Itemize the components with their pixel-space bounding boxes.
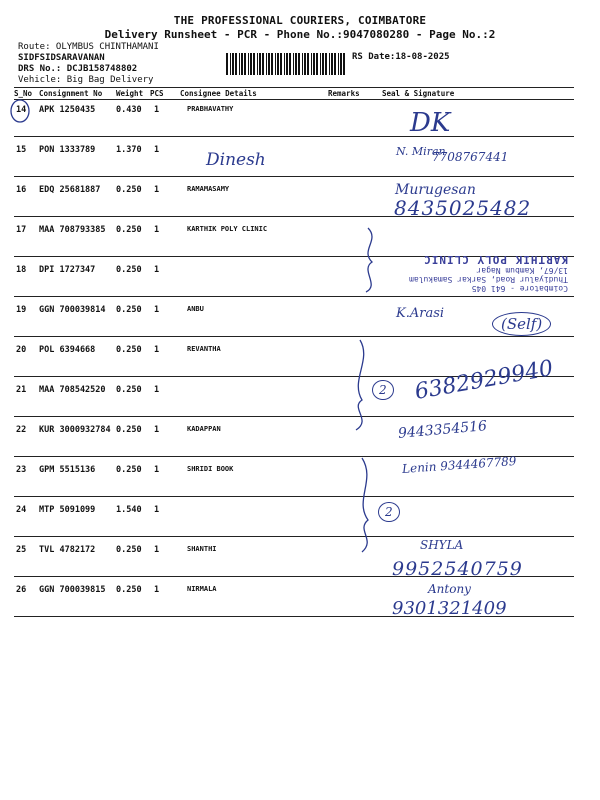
cell-pcs: 1 bbox=[154, 105, 160, 115]
cell-weight: 0.250 bbox=[116, 265, 142, 275]
cell-sno: 25 bbox=[16, 545, 27, 555]
cell-pcs: 1 bbox=[154, 585, 160, 595]
signature-19-self: (Self) bbox=[492, 312, 551, 336]
count-circle-24: 2 bbox=[378, 502, 400, 522]
cell-sno: 14 bbox=[16, 105, 27, 115]
clinic-stamp: Coimbatore - 641 045 Thudiyalur Road, Sarkar Samakulam 13/67, Kambum Nagar KARTHIK POLY CLINIC bbox=[409, 253, 568, 293]
signature-26-name: Antony bbox=[428, 582, 471, 596]
cell-consignee: KADAPPAN bbox=[187, 425, 221, 433]
count-circle-21: 2 bbox=[372, 380, 394, 400]
page-title: THE PROFESSIONAL COURIERS, COIMBATORE bbox=[173, 14, 427, 27]
signature-19: K.Arasi bbox=[396, 306, 445, 321]
cell-sno: 15 bbox=[16, 145, 27, 155]
cell-sno: 21 bbox=[16, 385, 27, 395]
cell-sno: 20 bbox=[16, 345, 27, 355]
cell-pcs: 1 bbox=[154, 545, 160, 555]
cell-pcs: 1 bbox=[154, 185, 160, 195]
route-label: Route: OLYMBUS CHINTHAMANI bbox=[18, 42, 159, 52]
cell-pcs: 1 bbox=[154, 145, 160, 155]
cell-sno: 19 bbox=[16, 305, 27, 315]
signature-23: Lenin 9344467789 bbox=[401, 454, 517, 476]
cell-cno: APK 1250435 bbox=[39, 105, 96, 115]
cell-pcs: 1 bbox=[154, 385, 160, 395]
cell-pcs: 1 bbox=[154, 305, 160, 315]
cell-cno: PON 1333789 bbox=[39, 145, 96, 155]
cell-sno: 23 bbox=[16, 465, 27, 475]
cell-weight: 1.540 bbox=[116, 505, 142, 515]
cell-cno: GGN 700039815 bbox=[39, 585, 106, 595]
cell-pcs: 1 bbox=[154, 465, 160, 475]
cell-sno: 24 bbox=[16, 505, 27, 515]
cell-sno: 26 bbox=[16, 585, 27, 595]
signature-16-phone: 8435025482 bbox=[394, 196, 532, 220]
bracket-23-24 bbox=[362, 458, 368, 552]
cell-consignee: RAMAMASAMY bbox=[187, 185, 230, 193]
cell-pcs: 1 bbox=[154, 345, 160, 355]
col-sno: S_No bbox=[14, 89, 33, 98]
bracket-20-22 bbox=[356, 340, 364, 430]
signature-14: DK bbox=[410, 108, 451, 138]
cell-consignee: SHRIDI BOOK bbox=[187, 465, 234, 473]
col-pcs: PCS bbox=[150, 89, 164, 98]
cell-sno: 18 bbox=[16, 265, 27, 275]
cell-weight: 0.430 bbox=[116, 105, 142, 115]
cell-consignee: KARTHIK POLY CLINIC bbox=[187, 225, 268, 233]
col-consignee: Consignee Details bbox=[180, 89, 257, 98]
cell-weight: 0.250 bbox=[116, 185, 142, 195]
cell-weight: 0.250 bbox=[116, 385, 142, 395]
cell-consignee: NIRMALA bbox=[187, 585, 217, 593]
cell-cno: POL 6394668 bbox=[39, 345, 96, 355]
signature-22-phone: 9443354516 bbox=[397, 418, 488, 442]
signature-25-name: SHYLA bbox=[420, 538, 464, 552]
cell-pcs: 1 bbox=[154, 265, 160, 275]
cell-pcs: 1 bbox=[154, 425, 160, 435]
signature-26-phone: 9301321409 bbox=[392, 598, 507, 619]
signature-15-phone: 7708767441 bbox=[432, 150, 509, 164]
handwritten-name-15: Dinesh bbox=[206, 150, 266, 170]
col-remarks: Remarks bbox=[328, 89, 360, 98]
bracket-17-18 bbox=[366, 228, 372, 292]
cell-weight: 0.250 bbox=[116, 545, 142, 555]
cell-consignee: PRABHAVATHY bbox=[187, 105, 234, 113]
staff-label: SIDFSIDSARAVANAN bbox=[18, 53, 105, 63]
cell-cno: EDQ 25681887 bbox=[39, 185, 101, 195]
cell-cno: GPM 5515136 bbox=[39, 465, 96, 475]
col-consignment: Consignment No bbox=[39, 89, 103, 98]
cell-cno: TVL 4782172 bbox=[39, 545, 96, 555]
col-seal-signature: Seal & Signature bbox=[382, 89, 455, 98]
cell-weight: 0.250 bbox=[116, 425, 142, 435]
cell-sno: 17 bbox=[16, 225, 27, 235]
cell-cno: MAA 708793385 bbox=[39, 225, 106, 235]
cell-consignee: ANBU bbox=[187, 305, 204, 313]
cell-weight: 0.250 bbox=[116, 465, 142, 475]
cell-sno: 16 bbox=[16, 185, 27, 195]
cell-pcs: 1 bbox=[154, 505, 160, 515]
drs-number: DRS No.: DCJB158748802 bbox=[18, 64, 138, 74]
cell-weight: 0.250 bbox=[116, 585, 142, 595]
cell-weight: 0.250 bbox=[116, 345, 142, 355]
cell-cno: MTP 5091099 bbox=[39, 505, 96, 515]
cell-cno: KUR 3000932784 bbox=[39, 425, 111, 435]
rs-date: RS Date:18-08-2025 bbox=[352, 52, 450, 62]
signature-16-name: Murugesan bbox=[395, 182, 476, 198]
col-weight: Weight bbox=[116, 89, 144, 98]
signature-21-phone: 6382929940 bbox=[412, 356, 556, 405]
cell-pcs: 1 bbox=[154, 225, 160, 235]
sno-circle-mark bbox=[11, 100, 29, 122]
signature-15-name: N. Miran bbox=[396, 145, 446, 158]
cell-sno: 22 bbox=[16, 425, 27, 435]
vehicle-label: Vehicle: Big Bag Delivery bbox=[18, 75, 154, 85]
cell-consignee: SHANTHI bbox=[187, 545, 217, 553]
signature-25-phone: 9952540759 bbox=[392, 558, 523, 580]
cell-cno: GGN 700039814 bbox=[39, 305, 106, 315]
page-subtitle: Delivery Runsheet - PCR - Phone No.:9047080280 - Page No.:2 bbox=[104, 28, 496, 41]
cell-weight: 0.250 bbox=[116, 305, 142, 315]
cell-consignee: REVANTHA bbox=[187, 345, 221, 353]
cell-cno: MAA 708542520 bbox=[39, 385, 106, 395]
cell-weight: 0.250 bbox=[116, 225, 142, 235]
cell-weight: 1.370 bbox=[116, 145, 142, 155]
cell-cno: DPI 1727347 bbox=[39, 265, 96, 275]
